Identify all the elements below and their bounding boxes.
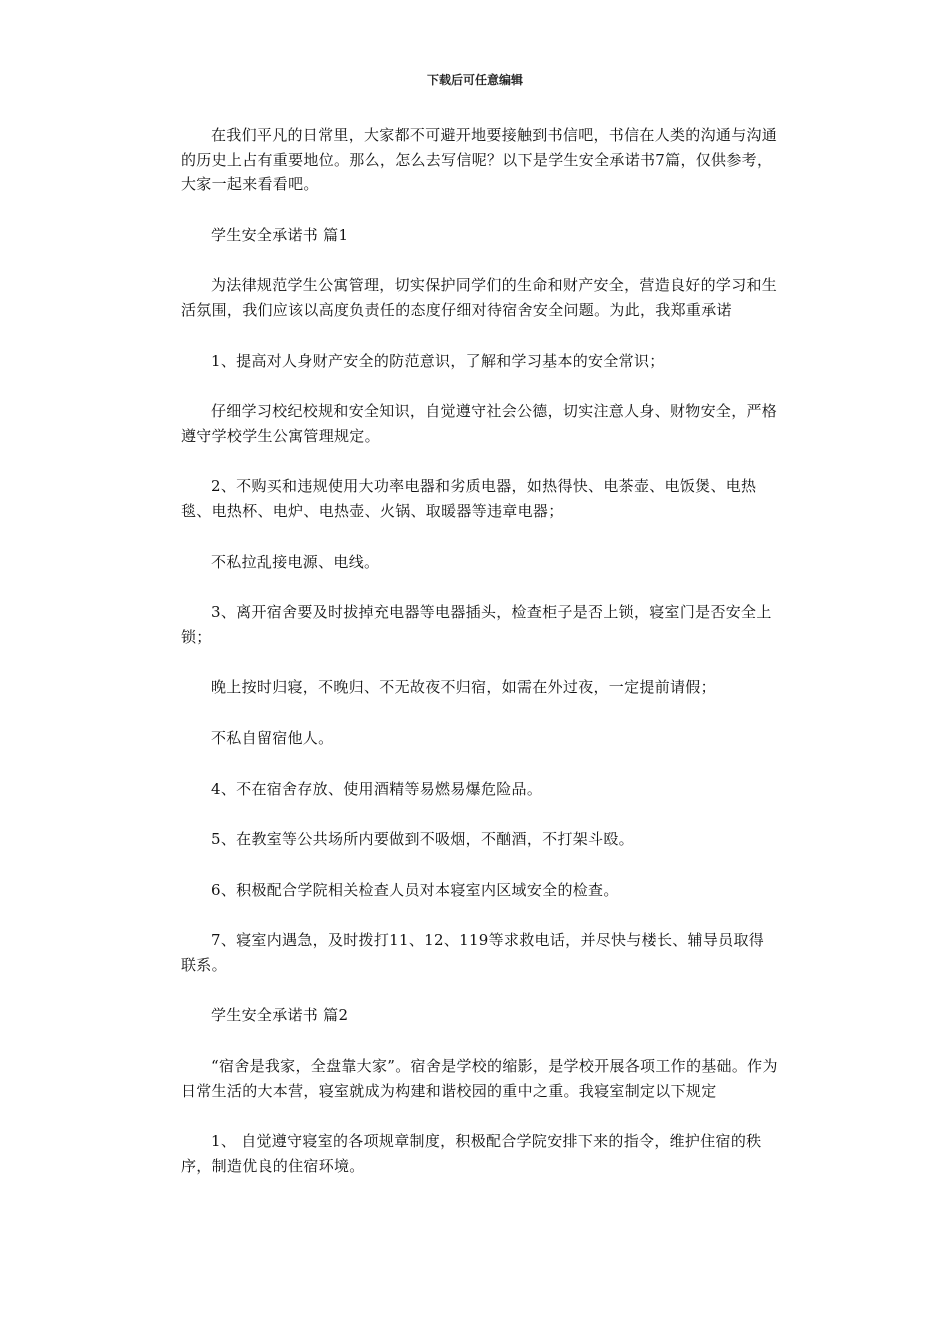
section-1-paragraph: 不私自留宿他人。 — [211, 728, 334, 747]
section-1-paragraph: 2、不购买和违规使用大功率电器和劣质电器，如热得快、电茶壶、电饭煲、电热毯、电热杯、电炉、电热壶、火锅、取暖器等违章电器； — [181, 477, 757, 520]
section-2-paragraph: 1、 自觉遵守寝室的各项规章制度，积极配合学院安排下来的指令，维护住宿的秩序，制造优良的住宿环境。 — [181, 1132, 762, 1175]
page-header: 下载后可任意编辑 — [426, 73, 523, 87]
section-1-paragraph: 为法律规范学生公寓管理，切实保护同学们的生命和财产安全，营造良好的学习和生活氛围，我们应该以高度负责任的态度仔细对待宿舍安全问题。为此，我郑重承诺 — [181, 276, 778, 319]
section-1-paragraph: 6、积极配合学院相关检查人员对本寝室内区域安全的检查。 — [211, 880, 619, 899]
section-1-paragraph: 仔细学习校纪校规和安全知识，自觉遵守社会公德，切实注意人身、财物安全，严格遵守学校学生公寓管理规定。 — [181, 402, 778, 445]
section-1-paragraph: 4、不在宿舍存放、使用酒精等易燃易爆危险品。 — [211, 779, 543, 798]
section-1-paragraph: 3、离开宿舍要及时拔掉充电器等电器插头，检查柜子是否上锁，寝室门是否安全上锁； — [181, 603, 772, 646]
section-1-title: 学生安全承诺书 篇1 — [211, 225, 349, 244]
section-1-paragraph: 晚上按时归寝，不晚归、不无故夜不归宿，如需在外过夜，一定提前请假； — [211, 678, 716, 697]
section-1-paragraph: 不私拉乱接电源、电线。 — [211, 552, 380, 571]
section-2-paragraph: “宿舍是我家，全盘靠大家”。宿舍是学校的缩影，是学校开展各项工作的基础。作为日常生活的大本营，寝室就成为构建和谐校园的重中之重。我寝室制定以下规定 — [181, 1057, 778, 1100]
section-2-title: 学生安全承诺书 篇2 — [211, 1006, 349, 1025]
intro-paragraph: 在我们平凡的日常里，大家都不可避开地要接触到书信吧，书信在人类的沟通与沟通的历史上占有重要地位。那么，怎么去写信呢？以下是学生安全承诺书7篇，仅供参考，大家一起来看看吧。 — [181, 126, 778, 194]
document-body — [181, 123, 779, 1204]
section-1-paragraph: 5、在教室等公共场所内要做到不吸烟，不酗酒，不打架斗殴。 — [211, 830, 634, 849]
section-1-paragraph: 7、寝室内遇急，及时拨打11、12、119等求救电话，并尽快与楼长、辅导员取得联系。 — [181, 931, 765, 974]
section-1-paragraph: 1、提高对人身财产安全的防范意识，了解和学习基本的安全常识； — [211, 351, 665, 370]
